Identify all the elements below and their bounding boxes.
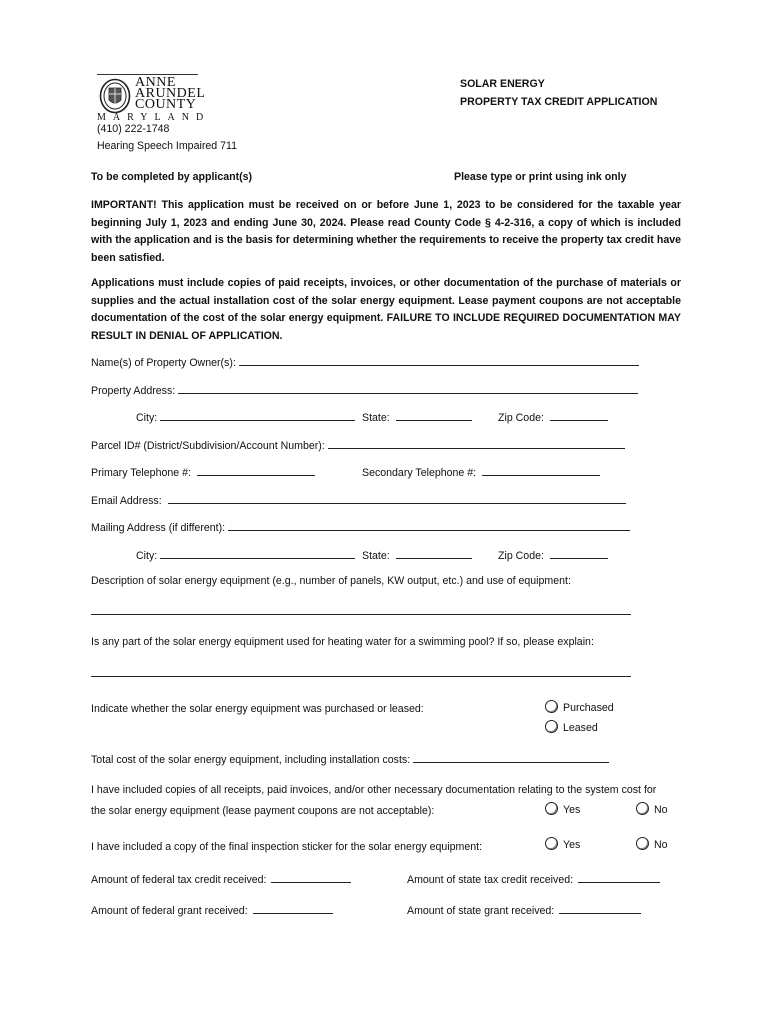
sticker-yes-label: Yes (563, 839, 581, 851)
property-address-label: Property Address: (91, 385, 176, 397)
zip-label: Zip Code: (498, 412, 544, 424)
federal-grant-label: Amount of federal grant received: (91, 905, 248, 917)
sticker-no-radio-icon[interactable] (636, 837, 649, 850)
city-field-2[interactable] (136, 548, 355, 562)
sticker-question: I have included a copy of the final inspection sticker for the solar energy equipment: (91, 841, 483, 853)
title-line-2: PROPERTY TAX CREDIT APPLICATION (460, 96, 658, 108)
seal-line-3: COUNTY (135, 97, 197, 112)
seal-line-1: ANNE (135, 75, 176, 90)
state-grant-field[interactable] (407, 903, 641, 917)
city-label-2: City: (136, 550, 158, 562)
ink-note: Please type or print using ink only (454, 171, 627, 183)
owners-label: Name(s) of Property Owner(s): (91, 357, 236, 369)
receipts-yes-label: Yes (563, 804, 581, 816)
zip-field[interactable] (498, 410, 608, 424)
receipts-yes-radio-icon[interactable] (545, 802, 558, 815)
email-label: Email Address: (91, 495, 162, 507)
zip-label-2: Zip Code: (498, 550, 544, 562)
state-label: MARYLAND (97, 112, 211, 123)
state-field[interactable] (362, 410, 472, 424)
secondary-phone-field[interactable] (362, 465, 600, 479)
primary-phone-field[interactable] (91, 465, 315, 479)
state-tax-label: Amount of state tax credit received: (407, 874, 574, 886)
mailing-label: Mailing Address (if different): (91, 522, 226, 534)
federal-tax-field[interactable] (91, 872, 351, 886)
sticker-yes-option[interactable] (545, 837, 580, 851)
property-address-field[interactable] (91, 383, 638, 397)
pool-line[interactable] (91, 676, 631, 677)
receipts-yes-option[interactable] (545, 802, 580, 816)
sticker-no-label: No (654, 839, 668, 851)
phone-number: (410) 222-1748 (97, 123, 170, 135)
documentation-paragraph: Applications must include copies of paid receipts, invoices, or other documentation of the purchase of materials or supplies and the actual installation cost of the solar energy equipment. Lease payment coupons are not acceptable documentation of the cost of the solar energy equipment. FAILURE TO INCLUDE REQUIRED DOCUMENTATION MAY RESULT IN DENIAL OF APPLICATION. (91, 277, 681, 342)
leased-option[interactable] (545, 720, 598, 734)
important-paragraph: IMPORTANT! This application must be received on or before June 1, 2023 to be considered for the taxable year beginning July 1, 2023 and ending June 30, 2024. Please read County Code § 4-2-316, a copy of which is included with the application and is the basis for determining whether the requirements to receive the property tax credit have been satisfied. (91, 199, 681, 264)
state-tax-field[interactable] (407, 872, 660, 886)
state-label-1: State: (362, 412, 390, 424)
purchased-label: Purchased (563, 702, 614, 714)
purchased-radio-icon[interactable] (545, 700, 558, 713)
parcel-field[interactable] (91, 438, 625, 452)
description-label: Description of solar energy equipment (e.g., number of panels, KW output, etc.) and use of equipment: (91, 575, 571, 587)
city-label: City: (136, 412, 158, 424)
receipts-no-option[interactable] (636, 802, 668, 816)
receipts-question-2: the solar energy equipment (lease payment coupons are not acceptable): (91, 805, 435, 817)
total-cost-label: Total cost of the solar energy equipment, including installation costs: (91, 754, 411, 766)
state-field-2[interactable] (362, 548, 472, 562)
purchased-option[interactable] (545, 700, 614, 714)
leased-radio-icon[interactable] (545, 720, 558, 733)
purchased-question: Indicate whether the solar energy equipment was purchased or leased: (91, 703, 424, 715)
sticker-yes-radio-icon[interactable] (545, 837, 558, 850)
total-cost-field[interactable] (91, 752, 609, 766)
zip-field-2[interactable] (498, 548, 608, 562)
receipts-question-1: I have included copies of all receipts, paid invoices, and/or other necessary documentation relating to the system cost for (91, 784, 657, 796)
federal-tax-label: Amount of federal tax credit received: (91, 874, 267, 886)
leased-label: Leased (563, 722, 598, 734)
city-field[interactable] (136, 410, 355, 424)
county-seal-icon (99, 78, 131, 114)
primary-phone-label: Primary Telephone #: (91, 467, 191, 479)
secondary-phone-label: Secondary Telephone #: (362, 467, 477, 479)
state-grant-label: Amount of state grant received: (407, 905, 555, 917)
seal-line-2: ARUNDEL (135, 86, 206, 101)
mailing-field[interactable] (91, 520, 630, 534)
description-line[interactable] (91, 614, 631, 615)
hearing-line: Hearing Speech Impaired 711 (97, 140, 237, 152)
title-line-1: SOLAR ENERGY (460, 78, 545, 90)
state-label-2: State: (362, 550, 390, 562)
receipts-no-radio-icon[interactable] (636, 802, 649, 815)
owners-field[interactable] (91, 355, 639, 369)
completed-by: To be completed by applicant(s) (91, 171, 253, 183)
federal-grant-field[interactable] (91, 903, 333, 917)
receipts-no-label: No (654, 804, 668, 816)
sticker-no-option[interactable] (636, 837, 668, 851)
email-field[interactable] (91, 493, 626, 507)
parcel-label: Parcel ID# (District/Subdivision/Account Number): (91, 440, 325, 452)
pool-label: Is any part of the solar energy equipment used for heating water for a swimming pool? If so, please explain: (91, 636, 594, 648)
